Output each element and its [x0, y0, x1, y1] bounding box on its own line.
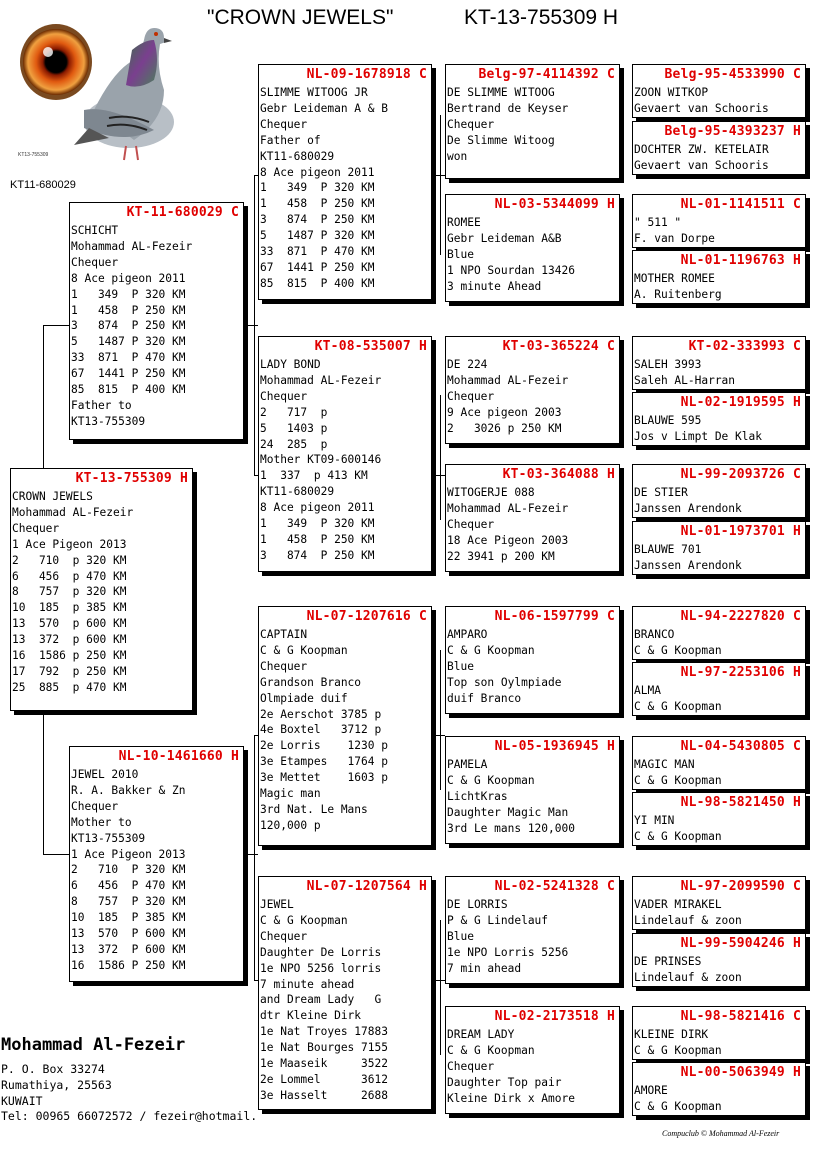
breeder: A. Ruitenberg [634, 287, 722, 301]
breeder: Saleh AL-Harran [634, 373, 736, 387]
ring-number: NL-00-5063949 H [680, 1065, 801, 1080]
ring-number: NL-09-1678918 C [306, 67, 427, 82]
ring-number: NL-02-1919595 H [680, 395, 801, 410]
ring-number: NL-94-2227820 C [680, 609, 801, 624]
ring-number: KT-13-755309 H [75, 471, 188, 486]
pigeon-details: AMPARO C & G Koopman Blue Top son Oylmpiade duif Branco [447, 628, 562, 705]
pigeon-card-fm[interactable] [258, 336, 432, 572]
ring-number: NL-01-1141511 C [680, 197, 801, 212]
ring-number: KT-11-680029 C [126, 205, 239, 220]
pigeon-name: ALMA [634, 684, 661, 697]
pigeon-name: BRANCO [634, 628, 675, 641]
pigeon-card-father[interactable] [69, 202, 244, 440]
breeder: C & G Koopman [634, 1043, 722, 1057]
pigeon-card-fmm[interactable] [445, 464, 620, 572]
pigeon-details: DE 224 Mohammad AL-Fezeir Chequer 9 Ace pigeon 2003 2 3026 p 250 KM [447, 358, 569, 435]
ring-number: NL-01-1196763 H [680, 253, 801, 268]
pigeon-card-mff[interactable] [445, 606, 620, 714]
pigeon-name: AMORE [634, 1084, 668, 1097]
photo-stamp: KT13-755309 [18, 152, 49, 158]
breeder: C & G Koopman [634, 643, 722, 657]
pigeon-card-g3[interactable] [632, 194, 806, 248]
pigeon-card-g14[interactable] [632, 933, 806, 987]
ring-number: NL-01-1973701 H [680, 524, 801, 539]
owner-name: Mohammad Al-Fezeir [1, 1035, 186, 1055]
ring-number: NL-07-1207616 C [306, 609, 427, 624]
ring-number: NL-05-1936945 H [494, 739, 615, 754]
pigeon-card-mm[interactable] [258, 876, 432, 1110]
pigeon-card-mmm[interactable] [445, 1006, 620, 1114]
pigeon-name: MAGIC MAN [634, 758, 695, 771]
pigeon-name: BLAUWE 595 [634, 414, 702, 427]
pigeon-details: LADY BOND Mohammad AL-Fezeir Chequer 2 717 p 5 1403 p 24 285 p Mother KT09-600146 1 337 p 413 KM KT11-680029 8 Ace pigeon 2011 1 349 P 320 KM 1 458 P 250 KM 3 874 P 250 KM [260, 358, 382, 562]
pedigree-name: "CROWN JEWELS" [207, 6, 394, 29]
pigeon-details: ROMEE Gebr Leideman A&B Blue 1 NPO Sourdan 13426 3 minute Ahead [447, 216, 575, 293]
pigeon-name: VADER MIRAKEL [634, 898, 722, 911]
pigeon-card-g13[interactable] [632, 876, 806, 930]
pigeon-card-g2[interactable] [632, 121, 806, 175]
pigeon-card-g11[interactable] [632, 736, 806, 790]
pigeon-details: JEWEL C & G Koopman Chequer Daughter De Lorris 1e NPO 5256 lorris 7 minute ahead and Dream Lady G dtr Kleine Dirk 1e Nat Troyes 17883 1e Nat Bourges 7155 1e Maaseik 3522 2e Lommel 3612 3e Hasselt 2688 [260, 898, 388, 1102]
pigeon-name: DOCHTER ZW. KETELAIR [634, 143, 769, 156]
pigeon-card-g8[interactable] [632, 521, 806, 575]
pigeon-card-ff[interactable] [258, 64, 432, 300]
connector [243, 325, 258, 326]
ring-number: Belg-97-4114392 C [478, 67, 615, 82]
connector [43, 325, 44, 469]
ring-number: NL-98-5821416 C [680, 1009, 801, 1024]
owner-country: KUWAIT [1, 1094, 43, 1108]
connector [431, 475, 445, 476]
ring-number: NL-99-2093726 C [680, 467, 801, 482]
ring-number: NL-04-5430805 C [680, 739, 801, 754]
breeder: C & G Koopman [634, 829, 722, 843]
pigeon-card-g5[interactable] [632, 336, 806, 390]
pigeon-card-g12[interactable] [632, 792, 806, 846]
owner-contact[interactable]: Tel: 00965 66072572 / fezeir@hotmail. [1, 1109, 258, 1123]
ring-number: KT-03-365224 C [502, 339, 615, 354]
pigeon-card-mfm[interactable] [445, 736, 620, 844]
ring-number: NL-02-5241328 C [494, 879, 615, 894]
pigeon-name: SALEH 3993 [634, 358, 702, 371]
pigeon-details: CAPTAIN C & G Koopman Chequer Grandson Branco Olmpiade duif 2e Aerschot 3785 p 4e Boxtel 3712 p 2e Lorris 1230 p 3e Etampes 1764 p 3e Mettet 1603 p Magic man 3rd Nat. Le Mans 120,000 p [260, 628, 388, 832]
connector [431, 735, 445, 736]
pigeon-name: BLAUWE 701 [634, 543, 702, 556]
connector [431, 980, 445, 981]
pigeon-card-g4[interactable] [632, 250, 806, 304]
ring-number: NL-02-2173518 H [494, 1009, 615, 1024]
ring-number: Belg-95-4533990 C [664, 67, 801, 82]
ring-number: NL-10-1461660 H [118, 749, 239, 764]
pigeon-details: PAMELA C & G Koopman LichtKras Daughter Magic Man 3rd Le mans 120,000 [447, 758, 575, 835]
pigeon-details: DE SLIMME WITOOG Bertrand de Keyser Chequer De Slimme Witoog won [447, 86, 569, 163]
owner-address-1: P. O. Box 33274 [1, 1062, 105, 1076]
pigeon-card-fmf[interactable] [445, 336, 620, 444]
pigeon-details: WITOGERJE 088 Mohammad AL-Fezeir Chequer 18 Ace Pigeon 2003 22 3941 p 200 KM [447, 486, 569, 563]
pigeon-name: " 511 " [634, 216, 682, 229]
pigeon-card-mother[interactable] [69, 746, 244, 982]
pigeon-details: DREAM LADY C & G Koopman Chequer Daughter Top pair Kleine Dirk x Amore [447, 1028, 575, 1105]
pigeon-card-g6[interactable] [632, 392, 806, 446]
connector [440, 920, 441, 1055]
pigeon-card-mmf[interactable] [445, 876, 620, 984]
ring-number: NL-99-5904246 H [680, 936, 801, 951]
ring-number: KT-03-364088 H [502, 467, 615, 482]
breeder: Janssen Arendonk [634, 501, 742, 515]
pigeon-name: KLEINE DIRK [634, 1028, 709, 1041]
breeder: C & G Koopman [634, 1099, 722, 1113]
ring-number: NL-98-5821450 H [680, 795, 801, 810]
pigeon-details: DE LORRIS P & G Lindelauf Blue 1e NPO Lorris 5256 7 min ahead [447, 898, 569, 975]
breeder: Jos v Limpt De Klak [634, 429, 762, 443]
connector [43, 707, 44, 854]
breeder: Gevaert van Schooris [634, 158, 769, 172]
pigeon-card-g15[interactable] [632, 1006, 806, 1060]
ring-number: NL-03-5344099 H [494, 197, 615, 212]
connector [243, 854, 258, 855]
ring-number: NL-07-1207564 H [306, 879, 427, 894]
breeder: C & G Koopman [634, 773, 722, 787]
breeder: Lindelauf & zoon [634, 913, 742, 927]
pigeon-card-g16[interactable] [632, 1062, 806, 1116]
pigeon-card-subject[interactable] [10, 468, 193, 711]
connector [43, 325, 70, 326]
pigeon-card-ffm[interactable] [445, 194, 620, 302]
connector [440, 650, 441, 790]
pigeon-name: MOTHER ROMEE [634, 272, 715, 285]
connector [440, 115, 441, 255]
breeder: Gevaert van Schooris [634, 101, 769, 115]
owner-address-2: Rumathiya, 25563 [1, 1078, 112, 1092]
pigeon-details: SLIMME WITOOG JR Gebr Leideman A & B Chequer Father of KT11-680029 8 Ace pigeon 2011 1 349 P 320 KM 1 458 P 250 KM 3 874 P 250 KM 5 1487 P 320 KM 33 871 P 470 KM 67 1441 P 250 KM 85 815 P 400 KM [260, 86, 388, 290]
pigeon-card-g10[interactable] [632, 662, 806, 716]
copyright-notice: Compuclub © Mohammad Al-Fezeir [662, 1129, 780, 1138]
pigeon-card-g9[interactable] [632, 606, 806, 660]
ring-number: KT-02-333993 C [688, 339, 801, 354]
pigeon-details: JEWEL 2010 R. A. Bakker & Zn Chequer Mother to KT13-755309 1 Ace Pigeon 2013 2 710 P 320 KM 6 456 P 470 KM 8 757 P 320 KM 10 185 P 385 KM 13 570 P 600 KM 13 372 P 600 KM 16 1586 P 250 KM [71, 768, 186, 972]
ring-number: Belg-95-4393237 H [664, 124, 801, 139]
pigeon-details: CROWN JEWELS Mohammad AL-Fezeir Chequer 1 Ace Pigeon 2013 2 710 p 320 KM 6 456 p 470 KM 8 757 p 320 KM 10 185 p 385 KM 13 570 p 600 KM 13 372 p 600 KM 16 1586 p 250 KM 17 792 p 250 KM 25 885 p 470 KM [12, 490, 134, 694]
pedigree-ring: KT-13-755309 H [464, 6, 619, 29]
breeder: F. van Dorpe [634, 231, 715, 245]
connector [431, 175, 445, 176]
pigeon-name: DE PRINSES [634, 955, 702, 968]
pigeon-card-mf[interactable] [258, 606, 432, 846]
connector [43, 854, 70, 855]
ring-number: KT-08-535007 H [314, 339, 427, 354]
ring-number: NL-06-1597799 C [494, 609, 615, 624]
pigeon-card-g1[interactable] [632, 64, 806, 118]
pigeon-eye-logo [14, 10, 184, 175]
pigeon-name: DE STIER [634, 486, 688, 499]
pigeon-name: YI MIN [634, 814, 675, 827]
breeder: Lindelauf & zoon [634, 970, 742, 984]
breeder: Janssen Arendonk [634, 558, 742, 572]
pigeon-details: SCHICHT Mohammad AL-Fezeir Chequer 8 Ace pigeon 2011 1 349 P 320 KM 1 458 P 250 KM 3 874 P 250 KM 5 1487 P 320 KM 33 871 P 470 KM 67 1441 P 250 KM 85 815 P 400 KM Father to KT13-755309 [71, 224, 193, 428]
pigeon-name: ZOON WITKOP [634, 86, 709, 99]
ring-number: NL-97-2253106 H [680, 665, 801, 680]
connector [254, 735, 255, 980]
breeder: C & G Koopman [634, 699, 722, 713]
logo-caption: KT11-680029 [10, 179, 76, 191]
connector [440, 395, 441, 520]
pigeon-card-g7[interactable] [632, 464, 806, 518]
ring-number: NL-97-2099590 C [680, 879, 801, 894]
pigeon-card-fff[interactable] [445, 64, 620, 179]
